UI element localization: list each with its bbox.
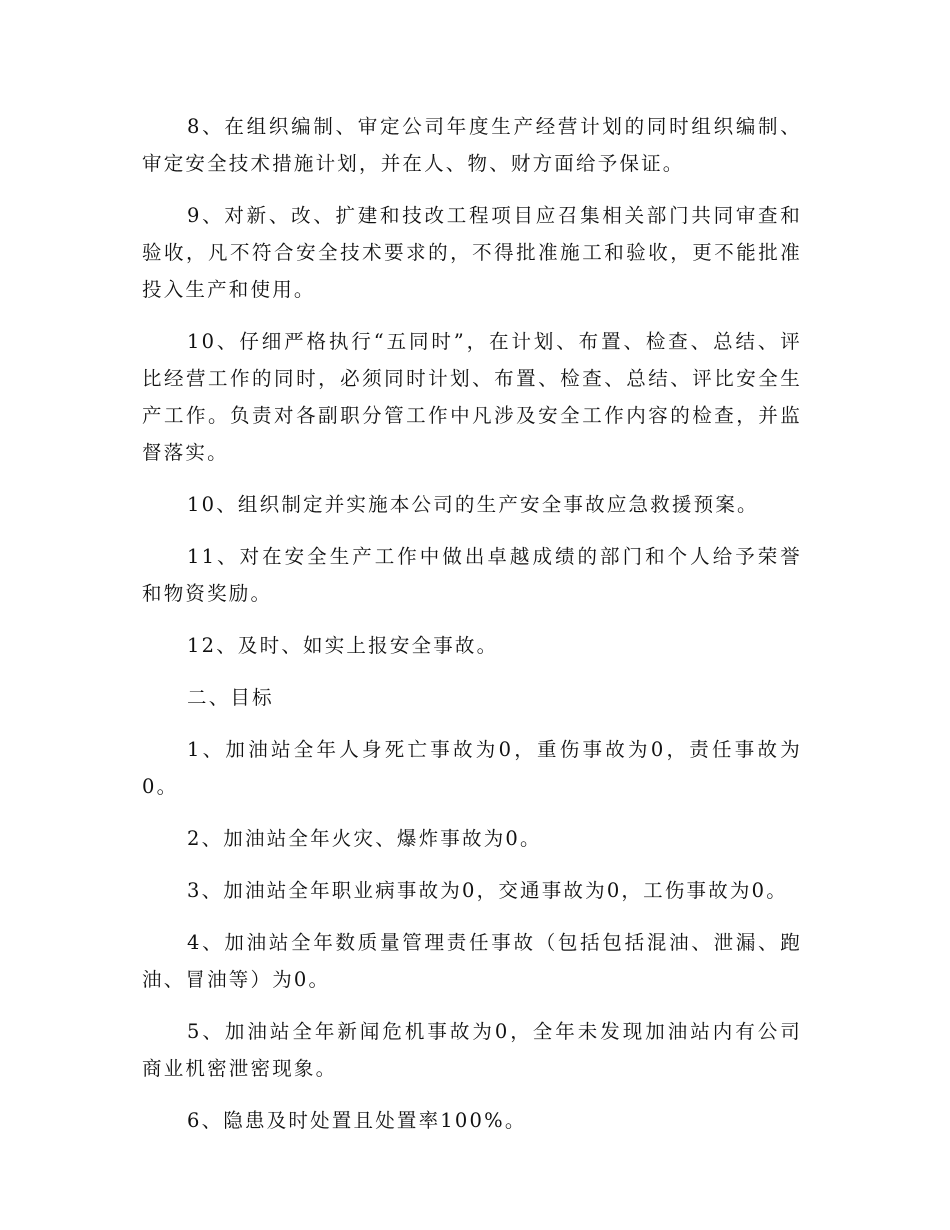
paragraph-item-12: 12、及时、如实上报安全事故。 [187, 634, 499, 657]
goal-item-3: 3、加油站全年职业病事故为0，交通事故为0，工伤事故为0。 [187, 879, 788, 902]
document-body [142, 108, 802, 1154]
paragraph-item-8: 8、在组织编制、审定公司年度生产经营计划的同时组织编制、审定安全技术措施计划，并在人、物、财方面给予保证。 [142, 115, 802, 175]
goal-item-6: 6、隐患及时处置且处置率100%。 [187, 1109, 527, 1132]
goal-item-1: 1、加油站全年人身死亡事故为0，重伤事故为0，责任事故为0。 [142, 738, 802, 798]
paragraph-item-11: 11、对在安全生产工作中做出卓越成绩的部门和个人给予荣誉和物资奖励。 [142, 545, 802, 605]
goal-item-2: 2、加油站全年火灾、爆炸事故为0。 [187, 827, 542, 850]
paragraph-item-10-five-simultaneous: 10、仔细严格执行“五同时”，在计划、布置、检查、总结、评比经营工作的同时，必须同时计划、布置、检查、总结、评比安全生产工作。负责对各副职分管工作中凡涉及安全工作内容的检查，并监督落实。 [142, 330, 802, 464]
paragraph-item-9: 9、对新、改、扩建和技改工程项目应召集相关部门共同审查和验收，凡不符合安全技术要求的，不得批准施工和验收，更不能批准投入生产和使用。 [142, 204, 802, 301]
goal-item-5: 5、加油站全年新闻危机事故为0，全年未发现加油站内有公司商业机密泄密现象。 [142, 1020, 802, 1080]
section-heading-goals: 二、目标 [187, 686, 274, 709]
paragraph-item-10-emergency-plan: 10、组织制定并实施本公司的生产安全事故应急救援预案。 [187, 493, 759, 516]
goal-item-4: 4、加油站全年数质量管理责任事故（包括包括混油、泄漏、跑油、冒油等）为0。 [142, 931, 802, 991]
